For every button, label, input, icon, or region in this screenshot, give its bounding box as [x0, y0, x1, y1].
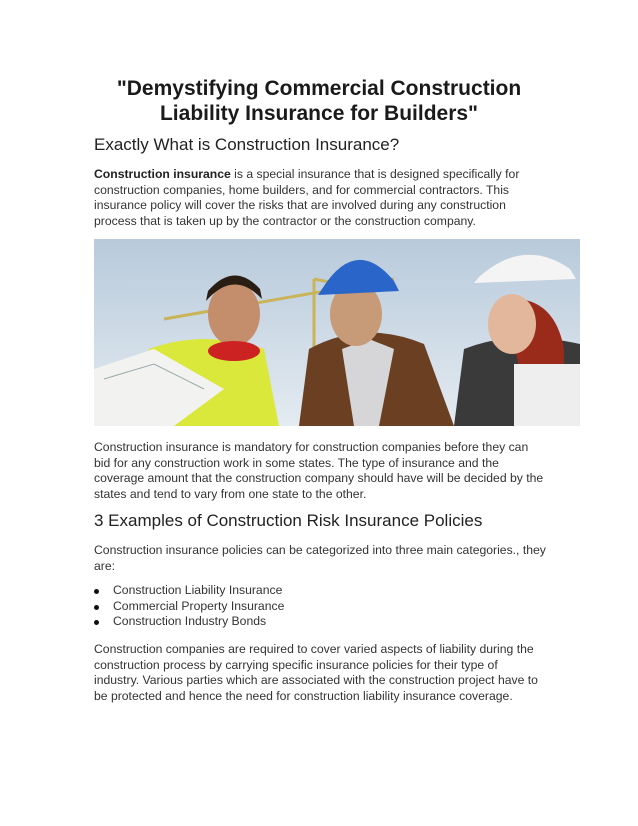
- mandatory-paragraph: Construction insurance is mandatory for construction companies before they can bid for any construction work in some states. The type of insurance and the coverage amount that the construction company should have will be decided by the states and tend to vary from one state to the other.: [94, 440, 544, 501]
- construction-team-illustration: [94, 239, 580, 426]
- section-heading-examples: 3 Examples of Construction Risk Insurance Policies: [94, 511, 483, 530]
- policy-list: [94, 583, 284, 630]
- title-line-2: Liability Insurance for Builders": [159, 102, 479, 125]
- list-item: Construction Liability Insurance: [94, 583, 284, 599]
- intro-bold-term: Construction insurance: [94, 167, 231, 181]
- categories-intro: Construction insurance policies can be categorized into three main categories., they are:: [94, 543, 546, 573]
- document-title: [94, 76, 544, 126]
- section-heading-what-is: Exactly What is Construction Insurance?: [94, 135, 400, 154]
- list-item: Commercial Property Insurance: [94, 599, 284, 615]
- closing-paragraph: Construction companies are required to cover varied aspects of liability during the construction process by carrying specific insurance policies for their type of industry. Various parties which are associated with the construction project have to be protected and hence the need for construction liability insurance coverage.: [94, 642, 538, 703]
- construction-team-photo: [94, 239, 580, 426]
- intro-paragraph: [94, 167, 546, 229]
- title-line-1: "Demystifying Commercial Construction: [116, 77, 522, 100]
- list-item: Construction Industry Bonds: [94, 614, 284, 630]
- intro-text: is a special insurance that is designed specifically for construction companies, home builders, and for commercial contractors. This insurance policy will cover the risks that are involved during any construction process that is taken up by the contractor or the construction company.: [94, 167, 520, 228]
